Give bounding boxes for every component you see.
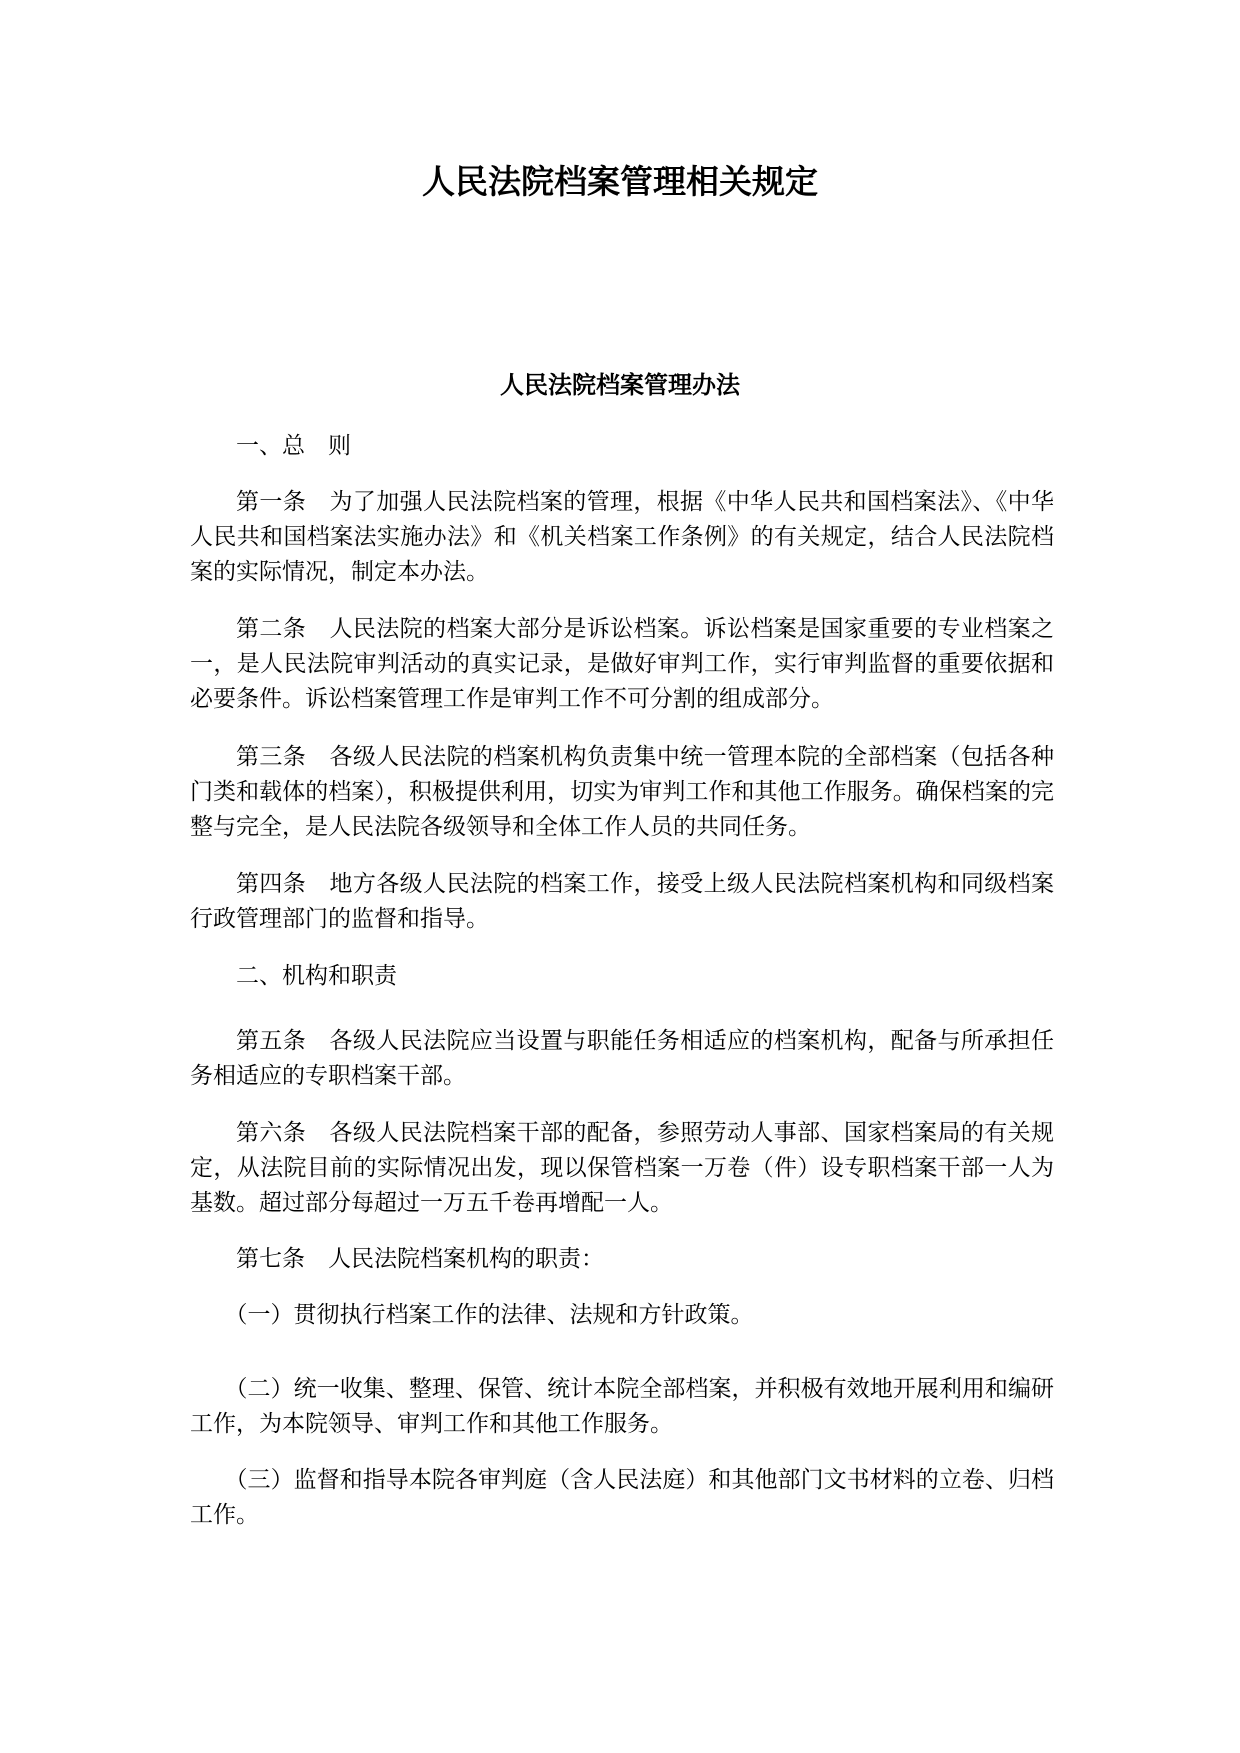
article-6: 第六条 各级人民法院档案干部的配备，参照劳动人事部、国家档案局的有关规定，从法院目前的实际情况出发，现以保管档案一万卷（件）设专职档案干部一人为基数。超过部分每超过一万五千卷再增配一人。	[190, 1120, 1054, 1216]
article-7-item-2: （二）统一收集、整理、保管、统计本院全部档案，并积极有效地开展利用和编研工作，为本院领导、审判工作和其他工作服务。	[190, 1376, 1054, 1437]
article-3: 第三条 各级人民法院的档案机构负责集中统一管理本院的全部档案（包括各种门类和载体的档案），积极提供利用，切实为审判工作和其他工作服务。确保档案的完整与完全，是人民法院各级领导和全体工作人员的共同任务。	[190, 744, 1054, 840]
document-subtitle: 人民法院档案管理办法	[500, 371, 740, 399]
article-1: 第一条 为了加强人民法院档案的管理，根据《中华人民共和国档案法》、《中华人民共和国档案法实施办法》和《机关档案工作条例》的有关规定，结合人民法院档案的实际情况，制定本办法。	[190, 489, 1054, 585]
article-7-item-1: （一）贯彻执行档案工作的法律、法规和方针政策。	[224, 1302, 754, 1328]
section-heading-organization: 二、机构和职责	[236, 963, 397, 989]
article-7-item-3: （三）监督和指导本院各审判庭（含人民法庭）和其他部门文书材料的立卷、归档工作。	[190, 1467, 1054, 1528]
document-title: 人民法院档案管理相关规定	[422, 162, 818, 201]
article-5: 第五条 各级人民法院应当设置与职能任务相适应的档案机构，配备与所承担任务相适应的专职档案干部。	[190, 1028, 1054, 1089]
article-4: 第四条 地方各级人民法院的档案工作，接受上级人民法院档案机构和同级档案行政管理部门的监督和指导。	[190, 871, 1054, 932]
article-2: 第二条 人民法院的档案大部分是诉讼档案。诉讼档案是国家重要的专业档案之一，是人民法院审判活动的真实记录，是做好审判工作，实行审判监督的重要依据和必要条件。诉讼档案管理工作是审判工作不可分割的组成部分。	[190, 616, 1054, 712]
section-heading-general: 一、总 则	[236, 433, 351, 459]
article-7: 第七条 人民法院档案机构的职责：	[236, 1246, 604, 1272]
